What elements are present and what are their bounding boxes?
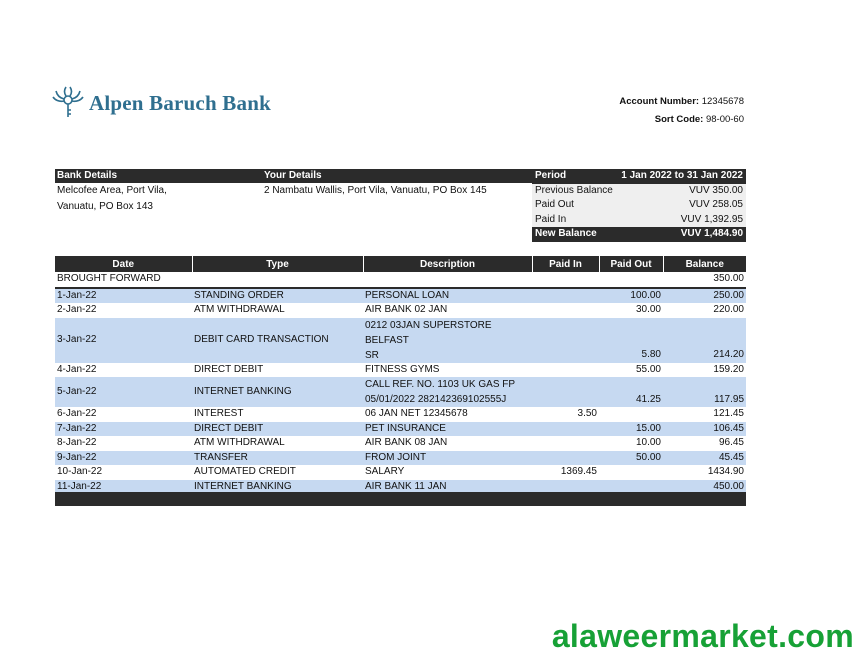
cell-paid-in: [532, 288, 599, 304]
cell-date: 11-Jan-22: [55, 480, 192, 495]
key-tree-icon: [52, 86, 84, 120]
cell-paid-out: [599, 407, 663, 422]
cell-type: INTERNET BANKING: [192, 377, 363, 407]
cell-date: 7-Jan-22: [55, 422, 192, 437]
cell-paid-in: 3.50: [577, 408, 597, 419]
cell-type: TRANSFER: [192, 451, 363, 466]
cell-paid-out: 30.00: [635, 304, 661, 315]
cell-balance: 250.00: [663, 288, 746, 304]
cell-description: SALARY: [365, 466, 405, 477]
cell-date: 3-Jan-22: [55, 318, 192, 363]
paid-in-row: [532, 213, 746, 228]
bank-details-label: Bank Details: [57, 170, 118, 181]
cell-date: 8-Jan-22: [57, 437, 97, 448]
table-row: [55, 436, 746, 451]
cell-description: PERSONAL LOAN: [363, 288, 532, 304]
cell-type: DIRECT DEBIT: [194, 363, 264, 375]
brought-forward-label: BROUGHT FORWARD: [55, 272, 663, 288]
previous-balance-label: Previous Balance: [535, 184, 613, 196]
bank-address-line1: Melcofee Area, Port Vila,: [57, 185, 167, 196]
cell-paid-out: 10.00: [635, 437, 661, 448]
cell-description: PET INSURANCE: [363, 422, 532, 437]
new-balance-row: [532, 227, 746, 242]
bank-name: Alpen Baruch Bank: [89, 90, 271, 115]
transactions-table: [55, 256, 746, 509]
cell-paid-in: [532, 377, 599, 407]
table-row: [55, 318, 746, 363]
account-number-value: 12345678: [701, 96, 744, 107]
cell-paid-in: [532, 436, 599, 451]
period-range: 1 Jan 2022 to 31 Jan 2022: [621, 170, 743, 181]
sort-code-label: Sort Code:: [654, 113, 704, 125]
previous-balance-row: [532, 184, 746, 199]
cell-description: [363, 377, 532, 407]
brought-forward-row: [55, 272, 746, 288]
period-summary: [532, 169, 746, 242]
cell-description: FROM JOINT: [363, 451, 532, 466]
account-info: [619, 93, 744, 128]
previous-balance-value: VUV 350.00: [689, 184, 743, 196]
cell-date: 10-Jan-22: [57, 466, 103, 477]
column-header-description: Description: [363, 256, 532, 272]
table-row: [55, 407, 746, 422]
details-header-bar: [55, 169, 532, 183]
description-line1: 0212 03JAN SUPERSTORE BELFAST: [365, 319, 492, 346]
cell-paid-in: [532, 451, 599, 466]
cell-type: ATM WITHDRAWAL: [194, 437, 285, 448]
cell-paid-out: 55.00: [635, 363, 661, 375]
bank-logo: [52, 86, 271, 120]
cell-type: AUTOMATED CREDIT: [194, 466, 296, 477]
cell-date: 1-Jan-22: [55, 288, 192, 304]
cell-paid-out: 5.80: [599, 318, 663, 363]
cell-paid-out: 15.00: [599, 422, 663, 437]
cell-date: 4-Jan-22: [57, 363, 97, 375]
cell-balance: 121.45: [713, 408, 744, 419]
period-label: Period: [535, 170, 567, 181]
brought-forward-balance: 350.00: [663, 272, 746, 288]
paid-out-label: Paid Out: [535, 199, 574, 210]
cell-description: FITNESS GYMS: [365, 363, 440, 375]
cell-balance: 450.00: [663, 480, 746, 495]
table-header-row: [55, 256, 746, 272]
cell-date: 6-Jan-22: [57, 408, 97, 419]
cell-type: STANDING ORDER: [192, 288, 363, 304]
sort-code-value: 98-00-60: [705, 113, 744, 125]
cell-type: ATM WITHDRAWAL: [194, 304, 285, 315]
cell-description: AIR BANK 08 JAN: [365, 437, 448, 448]
table-row: [55, 363, 746, 378]
cell-balance: 45.45: [663, 451, 746, 466]
period-row: [532, 169, 746, 184]
cell-date: 2-Jan-22: [57, 304, 97, 315]
sort-code-line: [619, 111, 744, 129]
paid-out-value: VUV 258.05: [689, 199, 743, 210]
cell-paid-in: [532, 318, 599, 363]
cell-balance: 159.20: [713, 363, 744, 375]
cell-balance: 117.95: [663, 377, 746, 407]
table-row: [55, 303, 746, 318]
table-row: [55, 465, 746, 480]
cell-type: INTEREST: [194, 408, 244, 419]
cell-description: AIR BANK 11 JAN: [363, 480, 532, 495]
account-number-label: Account Number:: [619, 96, 700, 107]
cell-paid-out: 50.00: [599, 451, 663, 466]
cell-paid-out: [599, 465, 663, 480]
paid-in-label: Paid In: [535, 213, 567, 225]
paid-in-value: VUV 1,392.95: [680, 213, 743, 225]
cell-balance: 96.45: [718, 437, 744, 448]
column-header-balance: Balance: [663, 256, 746, 272]
paid-out-row: [532, 198, 746, 213]
column-header-date: Date: [55, 256, 192, 272]
cell-paid-in: [532, 363, 599, 378]
cell-paid-out: 100.00: [599, 288, 663, 304]
watermark-text: alaweermarket.com: [551, 618, 854, 654]
description-line1: CALL REF. NO. 1103 UK GAS FP: [365, 379, 516, 390]
cell-type: DIRECT DEBIT: [192, 422, 363, 437]
cell-date: 9-Jan-22: [55, 451, 192, 466]
new-balance-value: VUV 1,484.90: [680, 228, 743, 239]
cell-type: INTERNET BANKING: [192, 480, 363, 495]
account-number-line: [619, 93, 744, 111]
new-balance-label: New Balance: [535, 228, 597, 239]
table-row: [55, 422, 746, 437]
bank-address-line2: Vanuatu, PO Box 143: [57, 200, 153, 212]
cell-paid-out: 41.25: [599, 377, 663, 407]
description-line2: 05/01/2022 282142369102555J: [365, 394, 507, 405]
your-details-label: Your Details: [264, 170, 322, 181]
cell-type: DEBIT CARD TRANSACTION: [192, 318, 363, 363]
table-footer-bar: [55, 492, 746, 506]
description-line2: SR: [365, 349, 379, 361]
column-header-type: Type: [192, 256, 363, 272]
cell-date: 5-Jan-22: [55, 377, 192, 407]
table-row: [55, 377, 746, 407]
cell-balance: 1434.90: [707, 466, 744, 477]
cell-balance: 214.20: [663, 318, 746, 363]
cell-balance: 220.00: [713, 304, 744, 315]
cell-paid-in: [532, 303, 599, 318]
cell-paid-in: 1369.45: [560, 466, 597, 477]
cell-paid-in: [532, 422, 599, 437]
your-address: 2 Nambatu Wallis, Port Vila, Vanuatu, PO Box 145: [264, 185, 487, 196]
table-row: [55, 451, 746, 466]
cell-description: 06 JAN NET 12345678: [365, 408, 468, 419]
cell-description: [363, 318, 532, 363]
bank-address: [57, 183, 167, 214]
cell-balance: 106.45: [663, 422, 746, 437]
column-header-paid-out: Paid Out: [599, 256, 663, 272]
cell-description: AIR BANK 02 JAN: [365, 304, 448, 315]
column-header-paid-in: Paid In: [532, 256, 599, 272]
table-row: [55, 288, 746, 304]
details-section: [55, 169, 746, 243]
